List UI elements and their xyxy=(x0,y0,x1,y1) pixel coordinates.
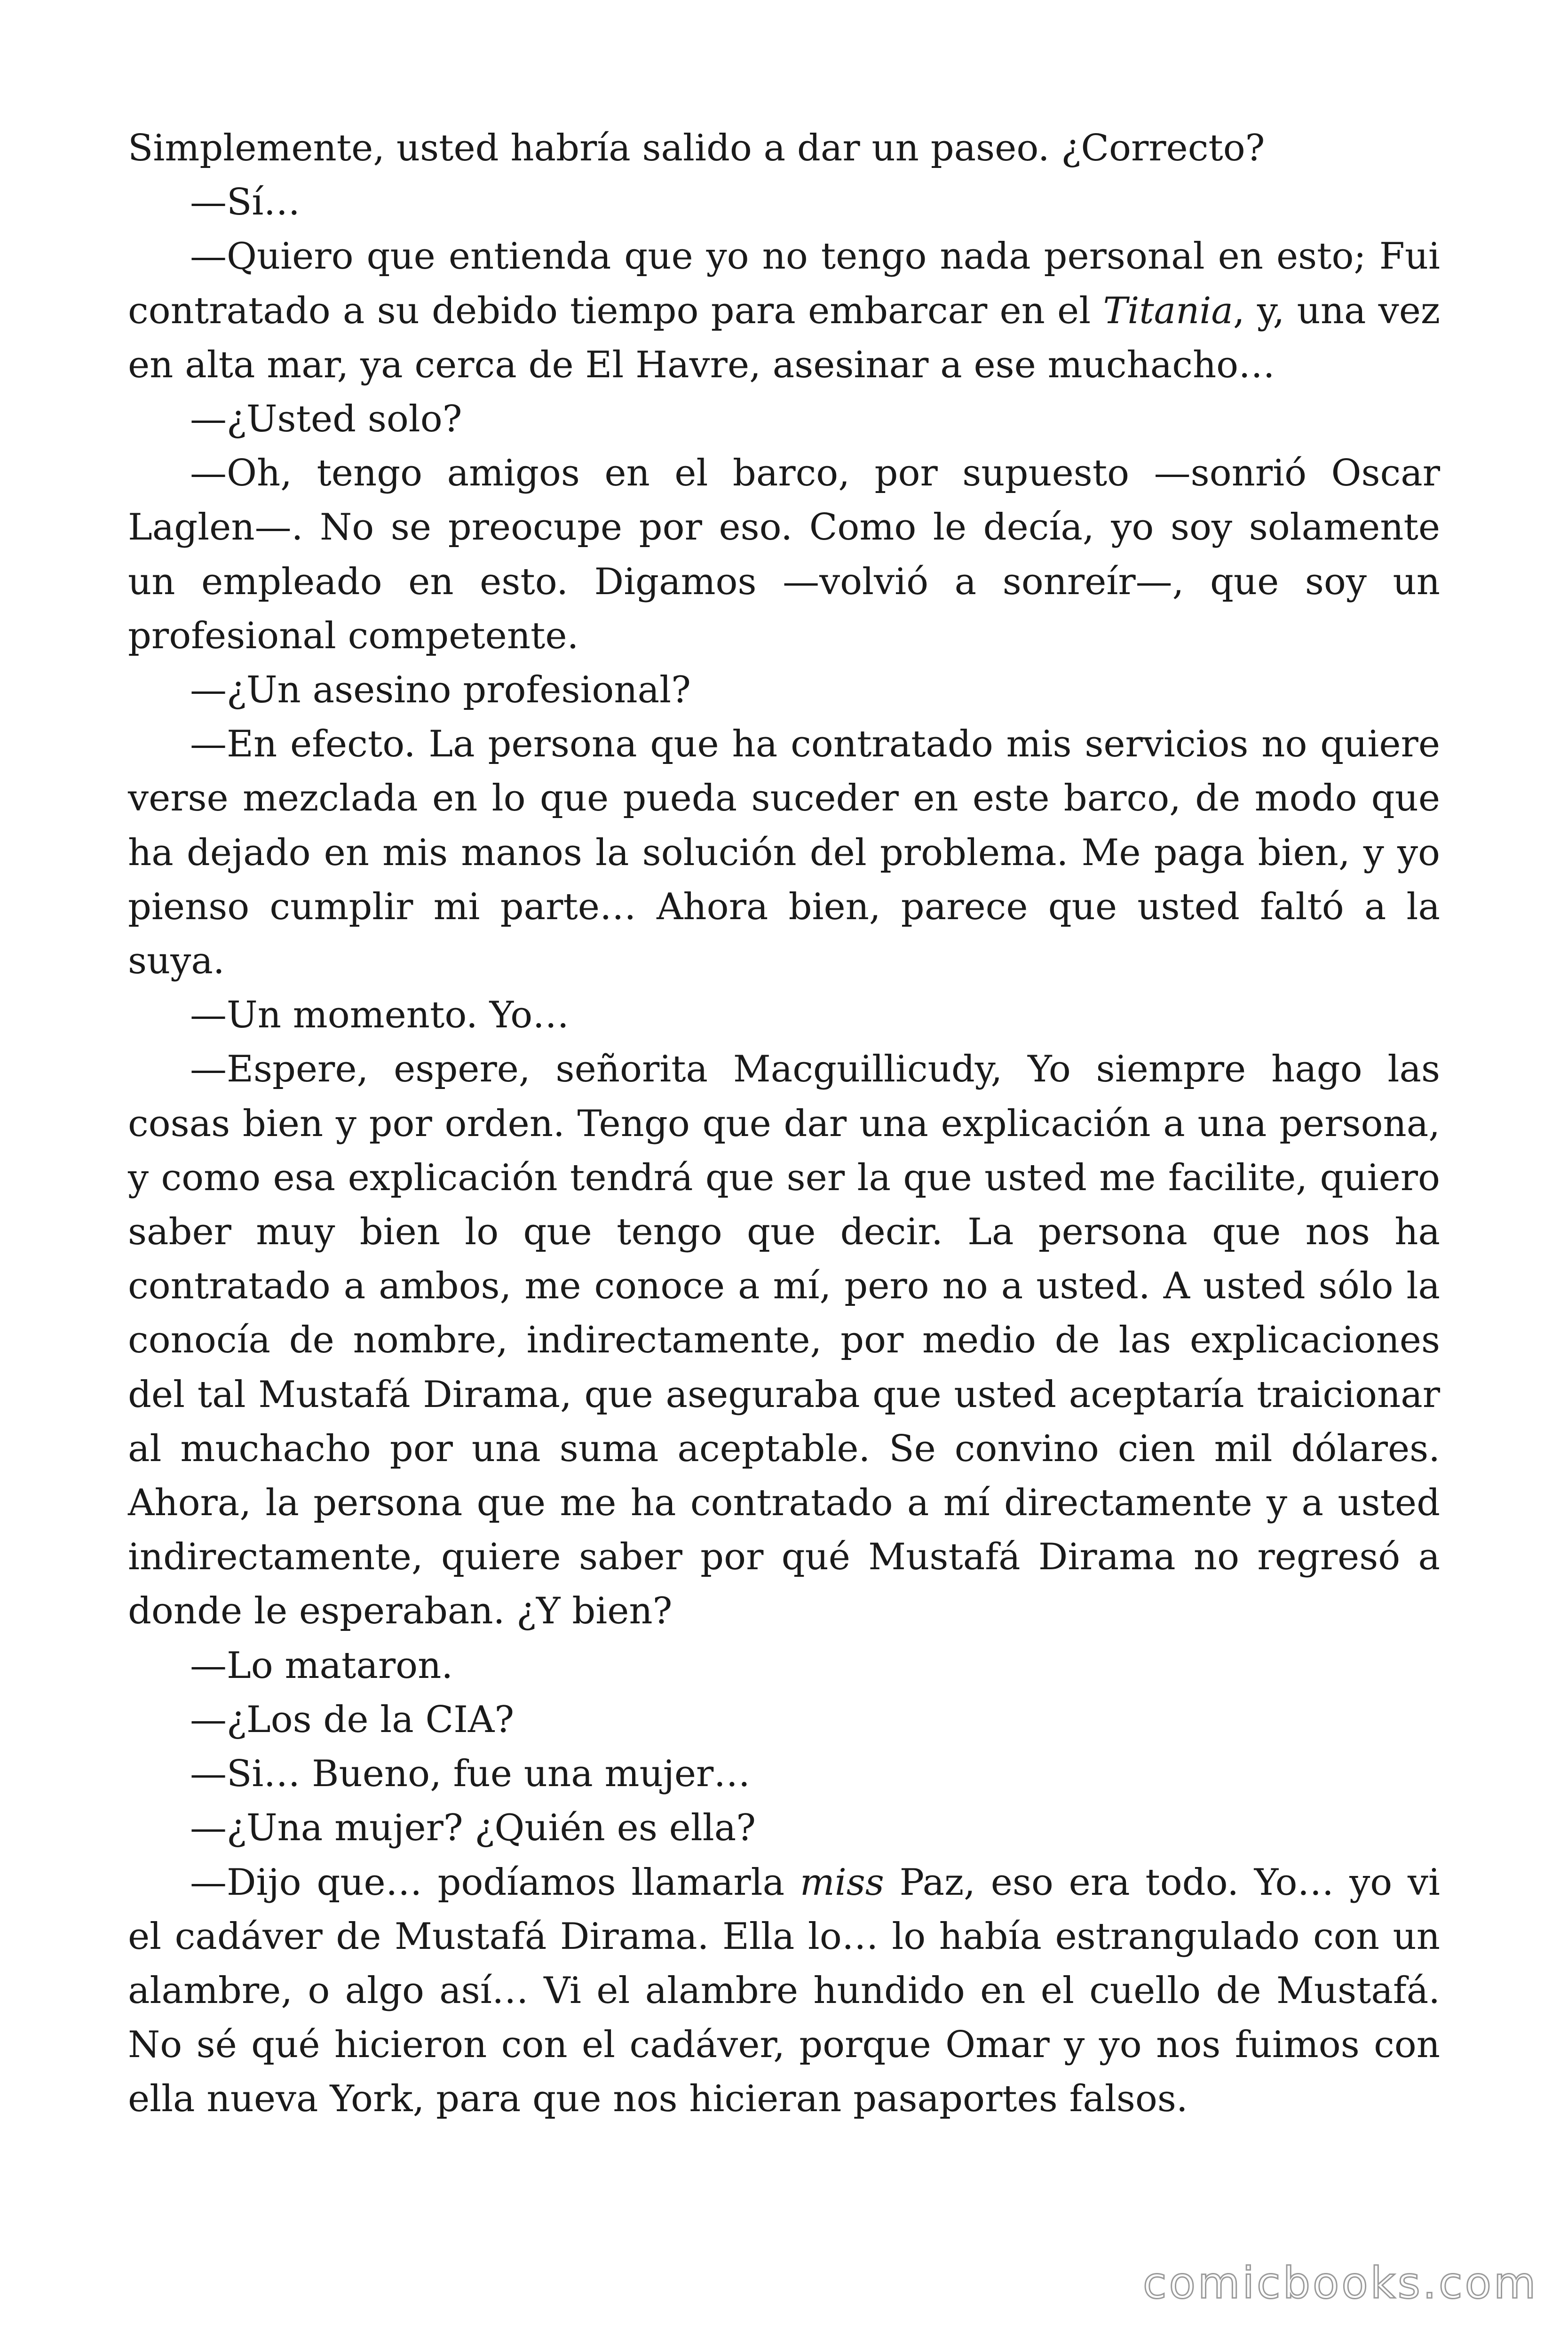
paragraph xyxy=(128,230,1440,392)
paragraph xyxy=(128,663,1440,717)
text-segment: —Un momento. Yo… xyxy=(190,994,570,1037)
paragraph xyxy=(128,988,1440,1042)
paragraph xyxy=(128,1639,1440,1693)
text-segment: —Lo mataron. xyxy=(190,1644,453,1687)
text-segment: —Dijo que… podíamos llamarla xyxy=(190,1861,800,1904)
text-segment: —¿Los de la CIA? xyxy=(190,1698,515,1741)
text-segment: —Oh, tengo amigos en el barco, por supuesto —sonrió Oscar Laglen—. No se preocupe por eso. Como le decía, yo soy solamente un empleado en esto. Digamos —volvió a sonreír—, que soy un profesional competente. xyxy=(128,452,1440,657)
text-segment: —¿Un asesino profesional? xyxy=(190,669,691,712)
text-segment: , y, una vez en alta mar, ya cerca de El Havre, asesinar a ese muchacho… xyxy=(128,289,1440,386)
paragraph xyxy=(128,1801,1440,1855)
text-segment: —Sí… xyxy=(190,181,301,224)
paragraph xyxy=(128,717,1440,988)
body-text xyxy=(128,121,1440,2127)
italic-text-segment: Titania xyxy=(1103,289,1233,332)
text-segment: —Quiero que entienda que yo no tengo nada personal en esto; Fui contratado a su debido tiempo para embarcar en el xyxy=(128,235,1440,332)
paragraph xyxy=(128,1693,1440,1747)
paragraph xyxy=(128,392,1440,446)
paragraph xyxy=(128,446,1440,663)
text-segment: —Si… Bueno, fue una mujer… xyxy=(190,1753,751,1796)
text-segment: Paz, eso era todo. Yo… yo vi el cadáver de Mustafá Dirama. Ella lo… lo había estrangulado con un alambre, o algo así… Vi el alambre hundido en el cuello de Mustafá. No sé qué hicieron con el cadáver, porque Omar y yo nos fuimos con ella nueva York, para que nos hicieran pasaportes falsos. xyxy=(128,1861,1441,2121)
text-segment: —¿Una mujer? ¿Quién es ella? xyxy=(190,1807,756,1850)
text-segment: —En efecto. La persona que ha contratado mis servicios no quiere verse mezclada en lo que pueda suceder en este barco, de modo que ha dejado en mis manos la solución del problema. Me paga bien, y yo pienso cumplir mi parte… Ahora bien, parece que usted faltó a la suya. xyxy=(128,723,1440,983)
paragraph xyxy=(128,175,1440,230)
text-segment: —Espere, espere, señorita Macguillicudy, Yo siempre hago las cosas bien y por orden. Tengo que dar una explicación a una persona, y como esa explicación tendrá que ser la que usted me facilite, quiero saber muy bien lo que tengo que decir. La persona que nos ha contratado a ambos, me conoce a mí, pero no a usted. A usted sólo la conocía de nombre, indirectamente, por medio de las explicaciones del tal Mustafá Dirama, que aseguraba que usted aceptaría traicionar al muchacho por una suma aceptable. Se convino cien mil dólares. Ahora, la persona que me ha contratado a mí directamente y a usted indirectamente, quiere saber por qué Mustafá Dirama no regresó a donde le esperaban. ¿Y bien? xyxy=(128,1048,1440,1633)
text-segment: Simplemente, usted habría salido a dar un paseo. ¿Correcto? xyxy=(128,127,1265,169)
watermark-text: comicbooks.com xyxy=(1143,2258,1538,2308)
paragraph xyxy=(128,1856,1440,2127)
paragraph xyxy=(128,121,1440,175)
paragraph xyxy=(128,1042,1440,1638)
paragraph xyxy=(128,1747,1440,1801)
italic-text-segment: miss xyxy=(800,1861,884,1904)
text-segment: —¿Usted solo? xyxy=(190,398,462,441)
